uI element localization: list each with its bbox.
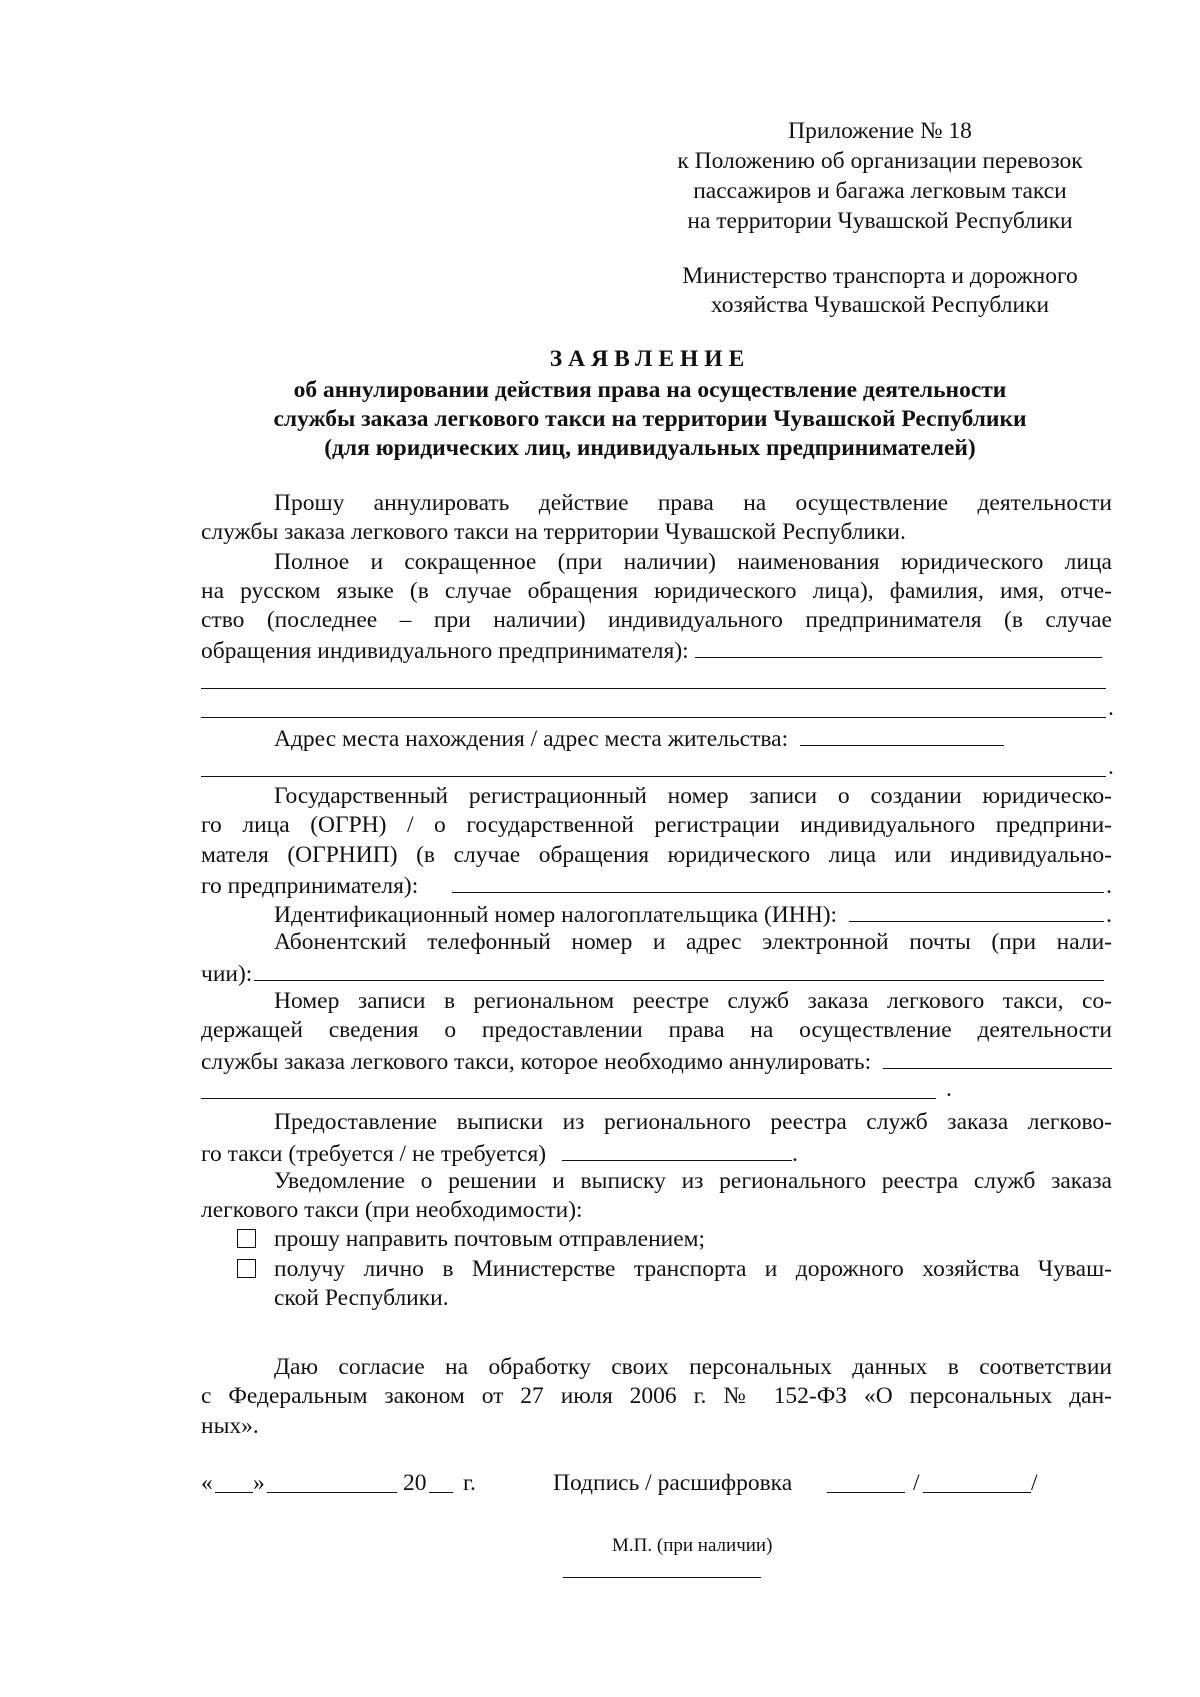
extract-field[interactable] — [562, 1138, 792, 1161]
applicant-name-field-row — [201, 635, 1112, 664]
option-mail-label: прошу направить почтовым отправлением; — [274, 1226, 706, 1253]
address-field-row — [201, 723, 1112, 752]
option-mail[interactable] — [201, 1225, 1112, 1254]
contacts-field[interactable] — [254, 958, 1104, 981]
inn-label: Идентификационный номер налогоплательщика (ИНН): — [274, 902, 838, 929]
addressee-line: Министерство транспорта и дорожного — [682, 263, 1078, 289]
ogrn-text: го лица (ОГРН) / о государственной регистрации индивидуального предприни- — [201, 812, 1112, 839]
option-in-person-label: получу лично в Министерстве транспорта и дорожного хозяйства Чуваш- — [274, 1255, 1112, 1282]
ogrn-text: Государственный регистрационный номер записи о создании юридическо- — [274, 782, 1112, 809]
appendix-header — [640, 116, 1120, 236]
date-quote-open: « — [201, 1470, 213, 1496]
period: . — [1108, 695, 1114, 722]
contacts-label: чии): — [201, 960, 253, 987]
date-year-field[interactable] — [429, 1470, 453, 1493]
applicant-name-field[interactable] — [201, 717, 1106, 718]
addressee-line: хозяйства Чувашской Республики — [710, 292, 1050, 318]
applicant-name-text: на русском языке (в случае обращения юридического лица), фамилия, имя, отче- — [201, 577, 1112, 604]
period: . — [1108, 753, 1114, 780]
consent-text: Даю согласие на обработку своих персональных данных в соответствии — [274, 1354, 1112, 1380]
period: . — [1106, 872, 1112, 899]
applicant-name-text: Полное и сокращенное (при наличии) наименования юридического лица — [274, 548, 1112, 575]
appendix-line: к Положению об организации перевозок — [677, 148, 1083, 174]
address-field[interactable] — [201, 776, 1106, 777]
document-subtitle: службы заказа легкового такси на территории Чувашской Республики — [273, 406, 1027, 432]
ogrn-field[interactable] — [452, 870, 1104, 893]
application-body — [201, 489, 1112, 1313]
consent-block — [201, 1353, 1112, 1441]
appendix-line: пассажиров и багажа легковым такси — [693, 178, 1067, 204]
date-year-prefix: 20 — [403, 1470, 427, 1496]
ogrn-label: го предпринимателя): — [201, 872, 419, 899]
inn-field[interactable] — [849, 899, 1104, 922]
applicant-name-text: ство (последнее – при наличии) индивидуального предпринимателя (в случае — [201, 607, 1112, 634]
date-quote-close: » — [253, 1470, 265, 1496]
extract-text: Предоставление выписки из регионального реестра служб заказа легково- — [274, 1109, 1112, 1136]
registry-record-text: держащей сведения о предоставлении права на осуществление деятельности — [201, 1017, 1112, 1044]
checkbox-mail[interactable] — [237, 1229, 256, 1248]
address-field[interactable] — [800, 723, 1004, 746]
request-text: службы заказа легкового такси на территории Чувашской Республики. — [201, 519, 906, 546]
date-day-field[interactable] — [215, 1470, 253, 1493]
registry-record-label: службы заказа легкового такси, которое необходимо аннулировать: — [201, 1048, 872, 1075]
appendix-number: Приложение № 18 — [788, 118, 972, 144]
ogrn-field-row — [201, 870, 1112, 899]
period: . — [1106, 902, 1112, 929]
period: . — [946, 1075, 952, 1102]
signature-decoding-field[interactable] — [923, 1470, 1031, 1493]
notification-text: легкового такси (при необходимости): — [201, 1197, 583, 1224]
address-field-line2 — [201, 753, 1112, 782]
signature-slash: / — [913, 1470, 920, 1496]
document-title: ЗАЯВЛЕНИЕ — [549, 346, 751, 372]
checkbox-in-person[interactable] — [237, 1259, 256, 1278]
applicant-name-field-line3 — [201, 694, 1112, 723]
registry-record-text: Номер записи в региональном реестре служб заказа легкового такси, со- — [274, 988, 1112, 1015]
document-subtitle: об аннулировании действия права на осуществление деятельности — [293, 377, 1007, 403]
option-in-person-continued — [201, 1284, 1112, 1313]
applicant-name-label: обращения индивидуального предпринимателя): — [201, 638, 689, 665]
signature-label: Подпись / расшифровка — [553, 1470, 793, 1496]
ogrn-text: мателя (ОГРНИП) (в случае обращения юридического лица или индивидуально- — [201, 841, 1112, 868]
contacts-field-row — [201, 958, 1112, 987]
applicant-name-field-line2 — [201, 665, 1112, 694]
extract-label: го такси (требуется / не требуется) — [201, 1140, 547, 1167]
appendix-line: на территории Чувашской Республики — [687, 208, 1073, 234]
inn-field-row — [201, 899, 1112, 928]
request-text: Прошу аннулировать действие права на осуществление деятельности — [274, 490, 1112, 516]
applicant-name-field[interactable] — [695, 635, 1102, 658]
option-in-person-label: ской Республики. — [274, 1285, 449, 1312]
applicant-name-field[interactable] — [201, 688, 1106, 689]
registry-record-field-line2 — [201, 1075, 1112, 1104]
registry-record-field[interactable] — [201, 1098, 936, 1099]
consent-text: с Федеральным законом от 27 июля 2006 г. № 152-ФЗ «О персональных дан- — [201, 1383, 1112, 1410]
document-end-rule — [563, 1577, 761, 1578]
signature-field[interactable] — [827, 1470, 905, 1493]
notification-text: Уведомление о решении и выписку из регионального реестра служб заказа — [274, 1167, 1112, 1194]
registry-record-field[interactable] — [883, 1046, 1112, 1069]
consent-text: ных». — [201, 1412, 259, 1439]
address-label: Адрес места нахождения / адрес места жительства: — [274, 726, 789, 753]
contacts-text: Абонентский телефонный номер и адрес электронной почты (при нали- — [274, 929, 1112, 956]
registry-record-field-row — [201, 1046, 1112, 1075]
date-month-field[interactable] — [267, 1470, 397, 1493]
addressee — [640, 262, 1120, 320]
option-in-person[interactable] — [201, 1255, 1112, 1284]
signature-slash: / — [1031, 1470, 1038, 1496]
extract-field-row — [201, 1138, 1112, 1167]
period: . — [792, 1140, 798, 1167]
date-year-suffix: г. — [463, 1470, 476, 1496]
document-title-block — [190, 345, 1110, 463]
document-subtitle: (для юридических лиц, индивидуальных предпринимателей) — [324, 435, 976, 461]
stamp-label: М.П. (при наличии) — [612, 1535, 773, 1556]
